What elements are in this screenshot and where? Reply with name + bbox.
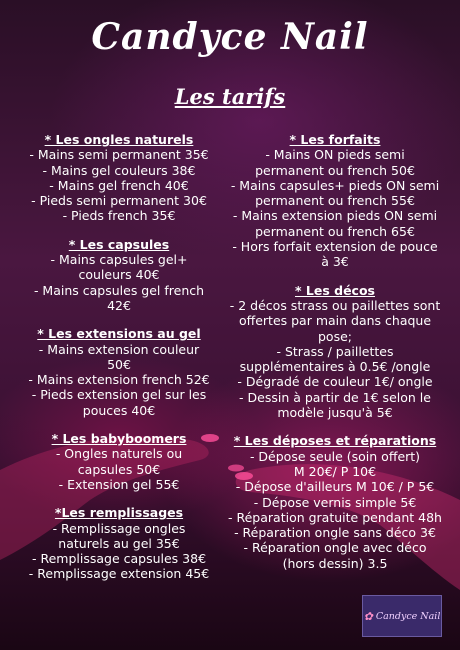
price-line: - Pieds french 35€ (62, 208, 176, 224)
price-line: permanent ou french 50€ (255, 162, 415, 178)
section-ongles-naturels (20, 132, 218, 224)
price-line: - Hors forfait extension de pouce (232, 239, 438, 255)
price-line: - Mains capsules+ pieds ON semi (230, 177, 440, 193)
price-line: 42€ (107, 297, 131, 313)
section-decos (228, 283, 442, 421)
price-line: capsules 50€ (77, 461, 161, 477)
price-line: pose; (318, 328, 352, 344)
price-line: - Dégradé de couleur 1€/ ongle (237, 374, 433, 390)
price-line: - Mains extension couleur (38, 341, 200, 357)
price-line: - Ongles naturels ou (55, 446, 183, 462)
price-line: - Pieds extension gel sur les (31, 387, 207, 403)
price-line: permanent ou french 65€ (255, 223, 415, 239)
brand-logo (362, 595, 442, 637)
page-title: Candyce Nail (91, 16, 369, 58)
section-remplissages (20, 505, 218, 581)
right-price-column (228, 132, 442, 584)
price-line: supplémentaires à 0.5€ /ongle (239, 359, 431, 375)
section-babyboomers (20, 431, 218, 492)
price-line: - Dessin à partir de 1€ selon le (239, 389, 431, 405)
section-heading: * Les forfaits (289, 132, 381, 147)
price-line: offertes par main dans chaque (238, 313, 432, 329)
price-line: - Dépose seule (soin offert) (249, 448, 421, 464)
price-line: - 2 décos strass ou paillettes sont (229, 297, 441, 313)
price-line: - Dépose d'ailleurs M 10€ / P 5€ (235, 479, 435, 495)
price-line: - Mains capsules gel+ (50, 252, 188, 268)
price-line: - Mains gel french 40€ (49, 177, 189, 193)
section-heading: * Les capsules (68, 236, 170, 252)
price-line: - Mains extension pieds ON semi (232, 208, 438, 224)
price-line: - Extension gel 55€ (58, 476, 180, 492)
price-line: - Remplissage capsules 38€ (31, 551, 207, 567)
section-forfaits (228, 132, 442, 270)
price-line: couleurs 40€ (78, 267, 160, 283)
logo-text: Candyce Nail (375, 610, 441, 622)
price-line: - Réparation gratuite pendant 48h (228, 509, 442, 525)
price-line: - Remplissage extension 45€ (28, 566, 210, 582)
price-line: - Réparation ongle sans déco 3€ (234, 525, 436, 541)
section-heading: * Les déposes et réparations (233, 433, 437, 449)
section-heading: *Les remplissages (54, 505, 184, 521)
price-line: - Réparation ongle avec déco (243, 540, 427, 556)
section-heading: * Les décos (295, 282, 375, 298)
price-line: M 20€/ P 10€ (293, 463, 377, 479)
price-line: - Mains extension french 52€ (28, 372, 210, 388)
price-line: - Dépose vernis simple 5€ (253, 494, 417, 510)
price-line: - Remplissage ongles (52, 520, 186, 536)
price-line: - Mains semi permanent 35€ (29, 147, 209, 163)
price-line: à 3€ (321, 254, 349, 270)
section-heading: * Les extensions au gel (37, 326, 201, 342)
price-line: - Strass / paillettes (276, 343, 394, 359)
flower-icon: ✿ (363, 609, 373, 623)
price-line: - Mains gel couleurs 38€ (42, 162, 196, 178)
price-line: modèle jusqu'à 5€ (277, 405, 393, 421)
section-deposes-reparations (228, 433, 442, 571)
price-line: permanent ou french 55€ (255, 193, 415, 209)
section-heading: * Les babyboomers (51, 431, 187, 447)
price-line: - Mains capsules gel french (33, 282, 205, 298)
section-extensions-gel (20, 326, 218, 418)
price-line: (hors dessin) 3.5 (282, 555, 388, 571)
page-subtitle: Les tarifs (174, 84, 286, 109)
left-price-column (20, 132, 218, 595)
price-line: - Pieds semi permanent 30€ (31, 193, 207, 209)
price-line: 50€ (107, 356, 131, 372)
section-heading: * Les ongles naturels (44, 132, 194, 147)
price-line: pouces 40€ (82, 402, 156, 418)
price-line: naturels au gel 35€ (58, 535, 180, 551)
price-line: - Mains ON pieds semi (265, 147, 405, 163)
section-capsules (20, 237, 218, 313)
